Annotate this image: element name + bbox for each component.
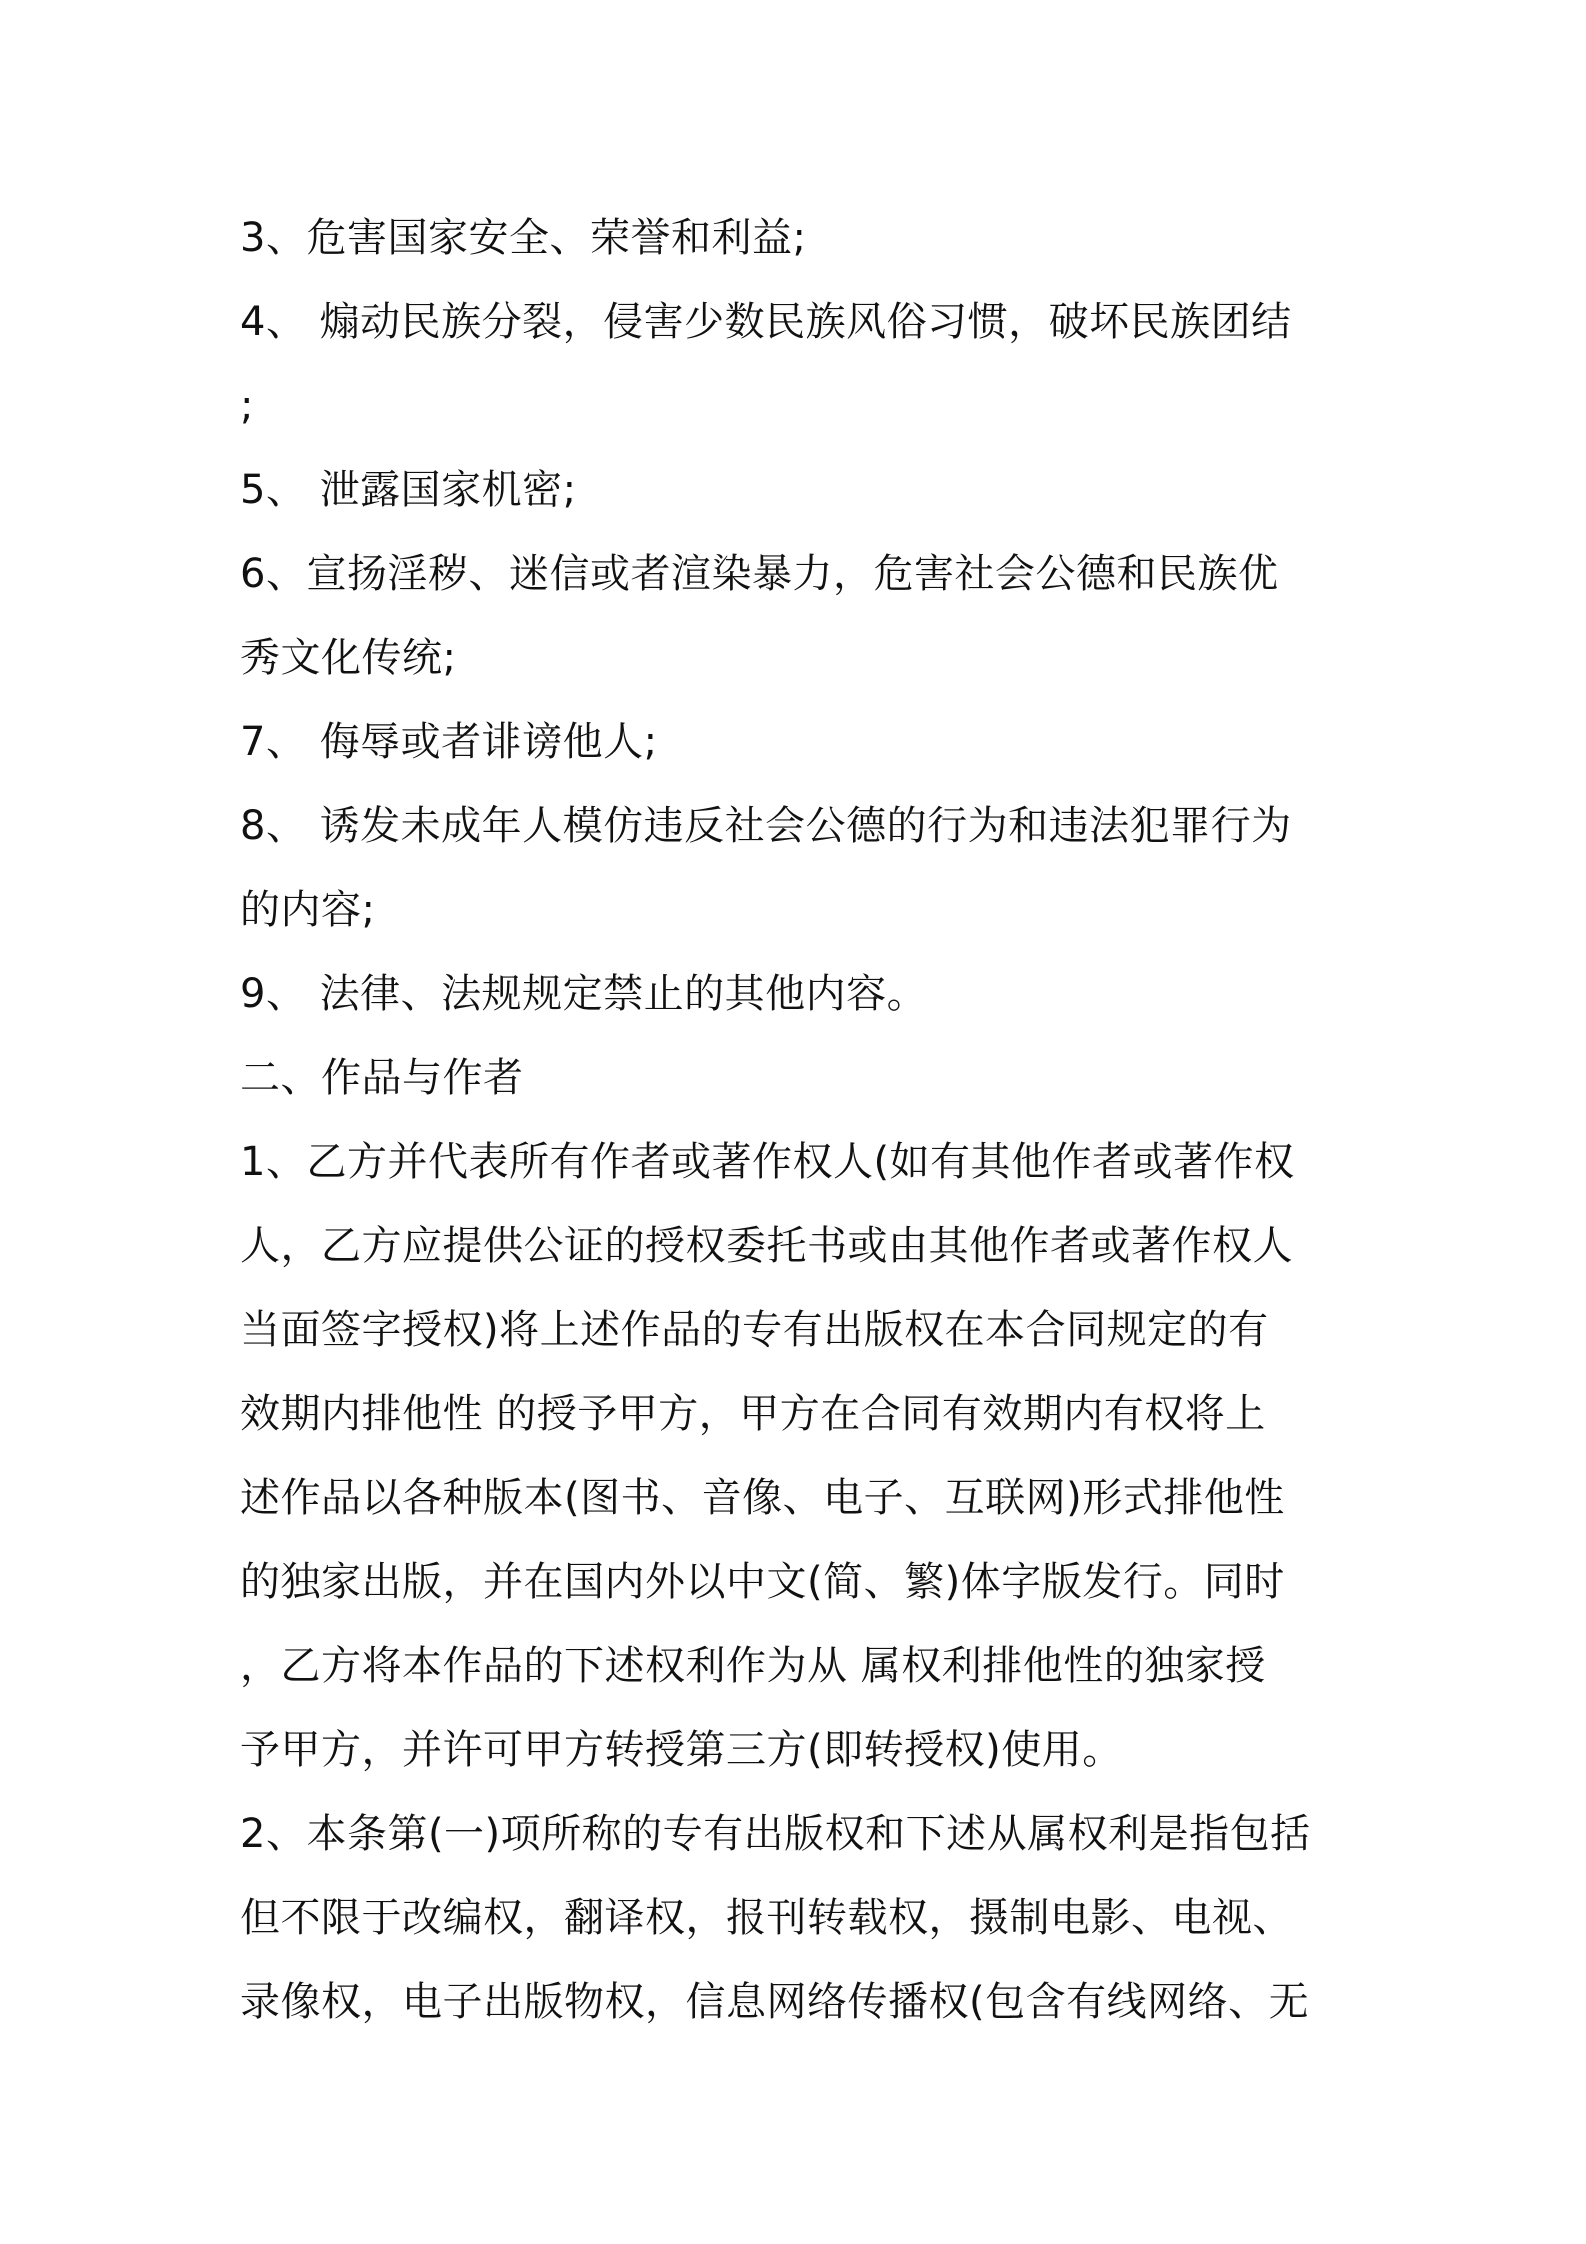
text-line: 4、 煽动民族分裂，侵害少数民族风俗习惯，破坏民族团结: [240, 299, 1292, 345]
text-line: 7、 侮辱或者诽谤他人;: [240, 719, 658, 765]
text-line: 的内容;: [240, 887, 376, 933]
text-line: 2、本条第(一)项所称的专有出版权和下述从属权利是指包括: [240, 1811, 1311, 1857]
text-line: 述作品以各种版本(图书、音像、电子、互联网)形式排他性: [240, 1475, 1285, 1521]
text-line: ;: [240, 383, 254, 429]
section-heading: 二、作品与作者: [240, 1055, 524, 1101]
text-line: 6、宣扬淫秽、迷信或者渲染暴力，危害社会公德和民族优: [240, 551, 1279, 597]
text-line: 8、 诱发未成年人模仿违反社会公德的行为和违法犯罪行为: [240, 803, 1292, 849]
text-line: 9、 法律、法规规定禁止的其他内容。: [240, 971, 928, 1017]
text-line: 当面签字授权)将上述作品的专有出版权在本合同规定的有: [240, 1307, 1269, 1353]
text-line: 效期内排他性 的授予甲方，甲方在合同有效期内有权将上: [240, 1391, 1266, 1437]
text-line: 录像权，电子出版物权，信息网络传播权(包含有线网络、无: [240, 1979, 1310, 2025]
text-line: 的独家出版，并在国内外以中文(简、繁)体字版发行。同时: [240, 1559, 1285, 1605]
text-line: 秀文化传统;: [240, 635, 457, 681]
text-line: 予甲方，并许可甲方转授第三方(即转授权)使用。: [240, 1727, 1123, 1773]
text-line: 1、乙方并代表所有作者或著作权人(如有其他作者或著作权: [240, 1139, 1295, 1185]
document-body: [240, 196, 1360, 2044]
text-line: 3、危害国家安全、荣誉和利益;: [240, 215, 807, 261]
text-line: 但不限于改编权，翻译权，报刊转载权，摄制电影、电视、: [240, 1895, 1293, 1941]
text-line: 人，乙方应提供公证的授权委托书或由其他作者或著作权人: [240, 1223, 1293, 1269]
text-line: ，乙方将本作品的下述权利作为从 属权利排他性的独家授: [240, 1643, 1266, 1689]
text-line: 5、 泄露国家机密;: [240, 467, 577, 513]
